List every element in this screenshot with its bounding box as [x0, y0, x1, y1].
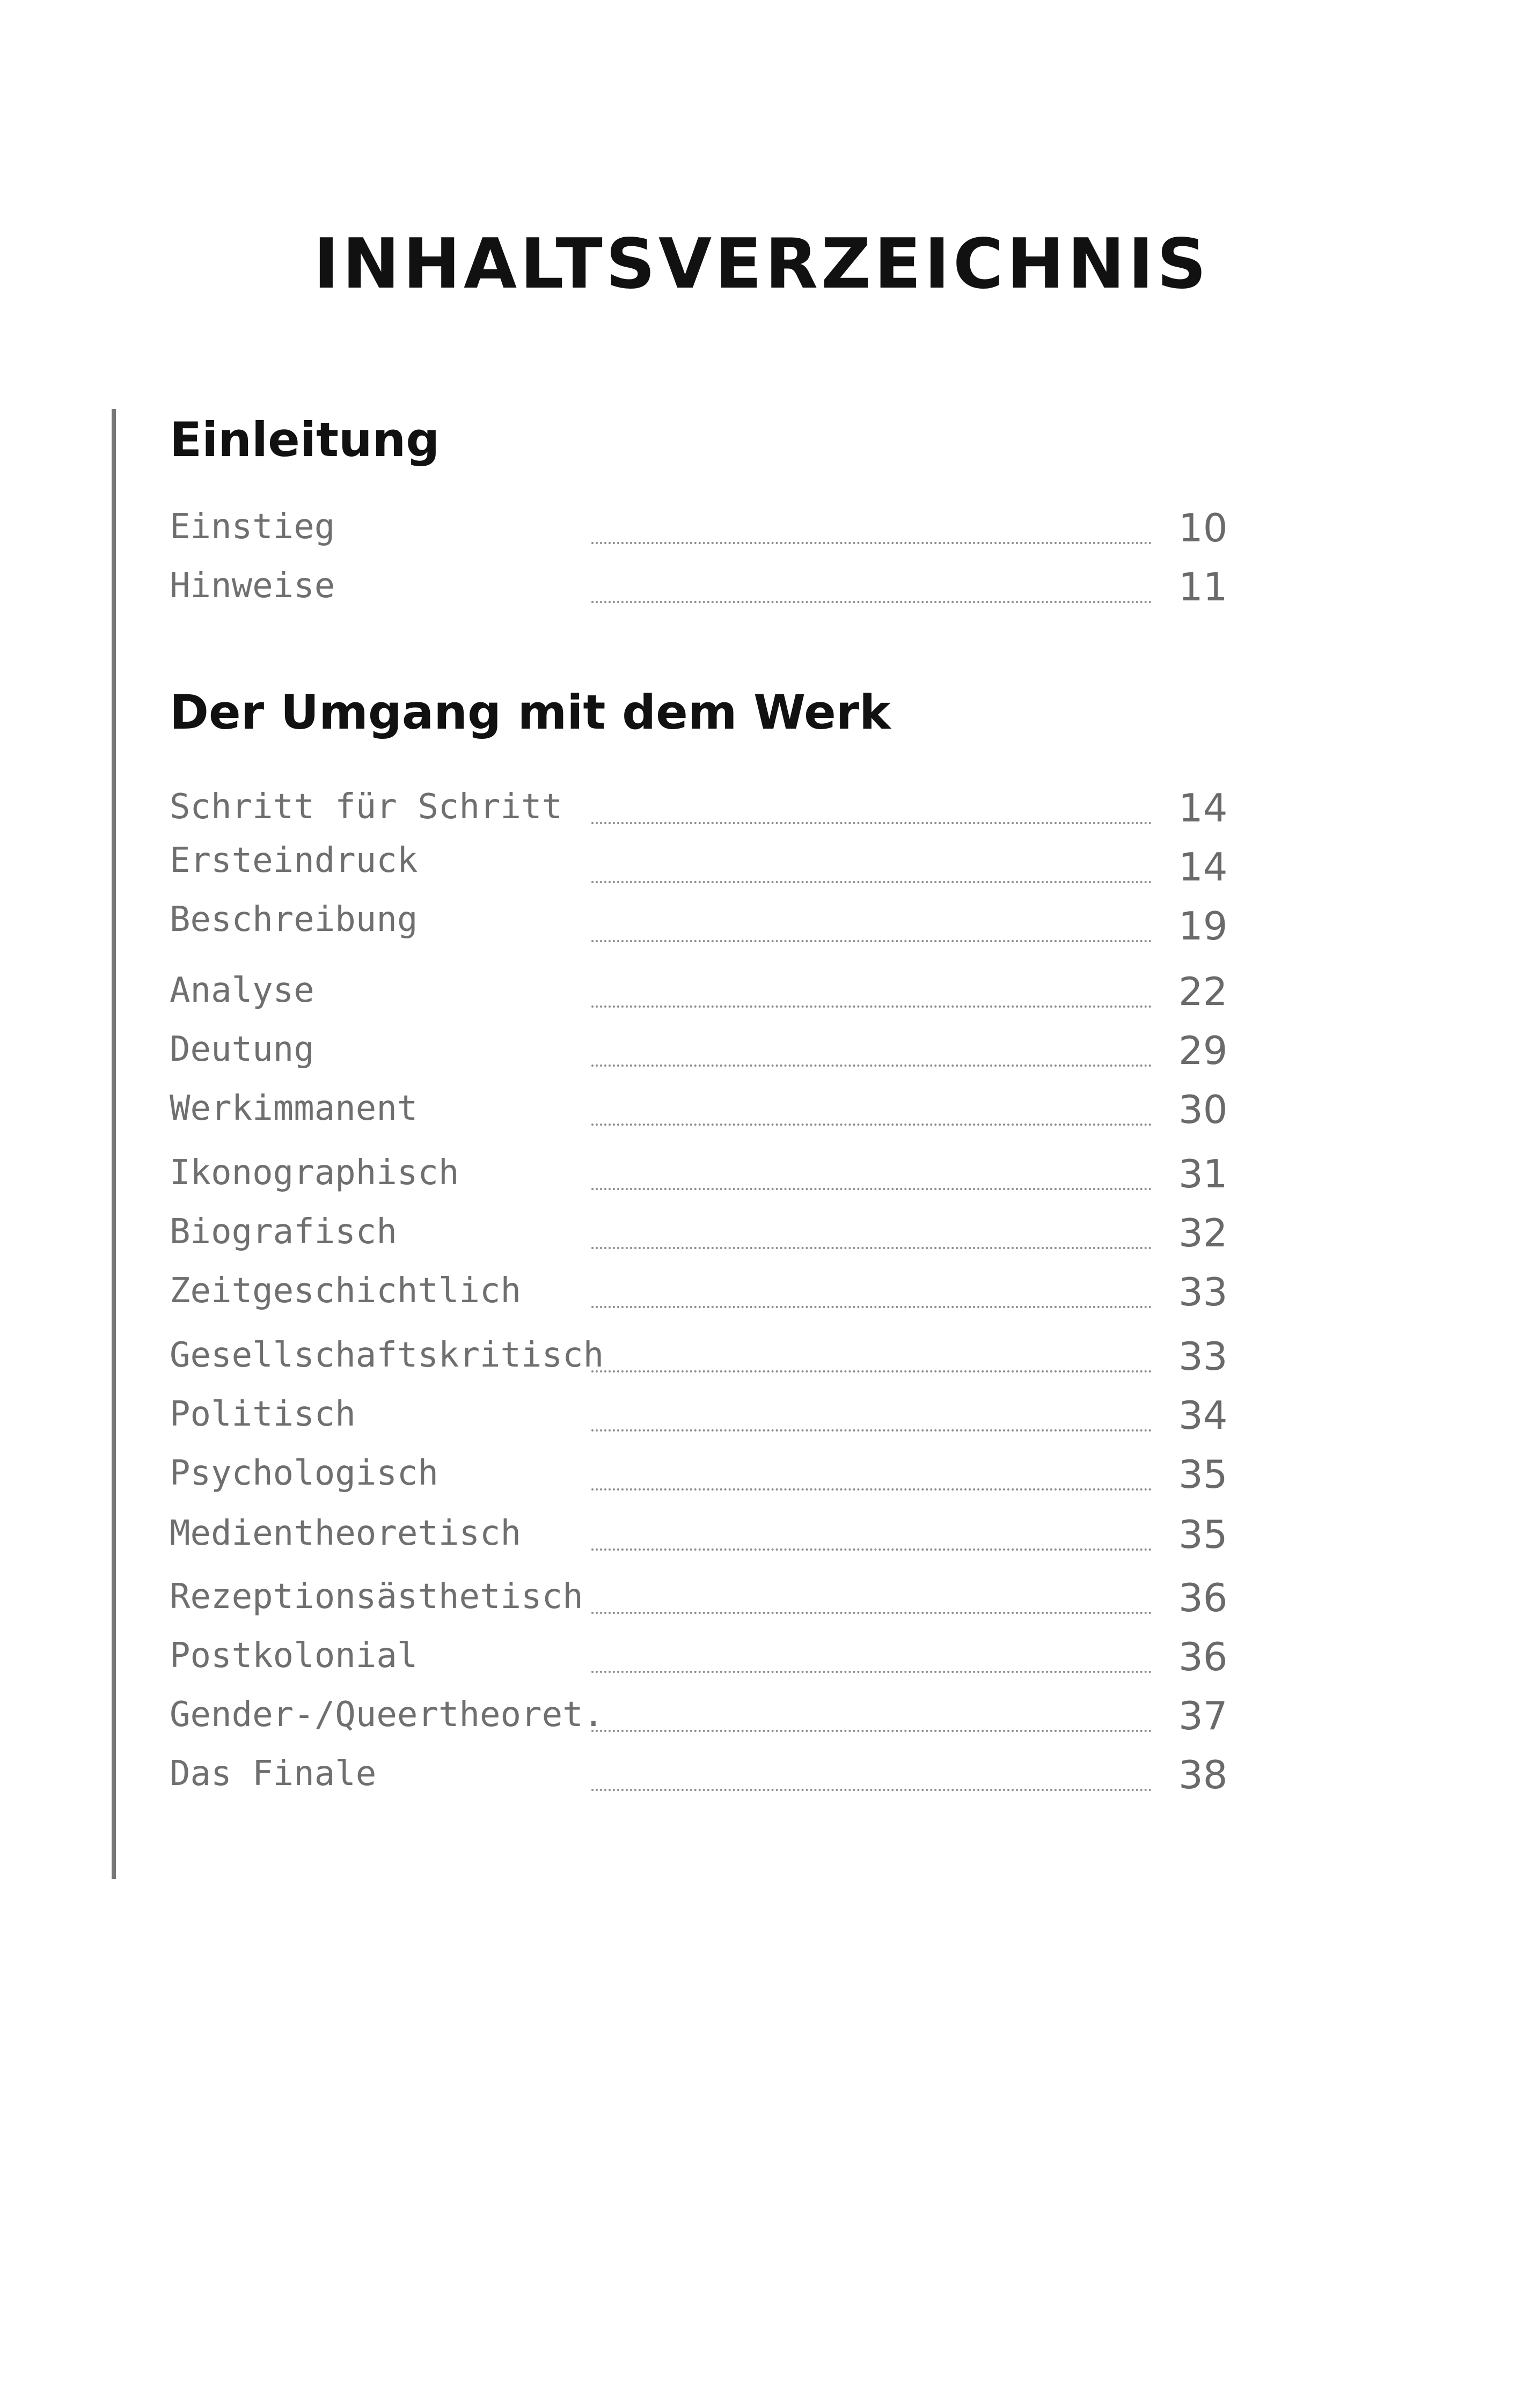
- toc-entry-label: Das Finale: [170, 1754, 377, 1794]
- toc-entry[interactable]: [170, 1575, 1254, 1634]
- toc-entry-label: Zeitgeschichtlich: [170, 1271, 522, 1311]
- dot-leader: [591, 1064, 1152, 1067]
- toc-entry-label: Analyse: [170, 971, 314, 1010]
- toc-entry-page-number: 22: [1178, 969, 1228, 1014]
- dot-leader: [591, 1548, 1152, 1551]
- toc-entry-page-number: 14: [1178, 785, 1228, 831]
- toc-entry-page-number: 37: [1178, 1693, 1228, 1738]
- toc-entry-page-number: 30: [1178, 1087, 1228, 1132]
- dot-leader: [591, 1730, 1152, 1732]
- toc-entry[interactable]: [170, 1151, 1254, 1210]
- dot-leader: [591, 1124, 1152, 1126]
- toc-entry[interactable]: [170, 969, 1254, 1028]
- toc-entry[interactable]: [170, 1210, 1254, 1269]
- toc-entry-label: Psychologisch: [170, 1453, 438, 1493]
- toc-entry-label: Einstieg: [170, 507, 335, 547]
- toc-entry-page-number: 32: [1178, 1210, 1228, 1256]
- dot-leader: [591, 1306, 1152, 1308]
- toc-entry-page-number: 33: [1178, 1269, 1228, 1315]
- toc-entry-page-number: 36: [1178, 1575, 1228, 1620]
- toc-entry-page-number: 11: [1178, 564, 1228, 610]
- dot-leader: [591, 940, 1152, 942]
- toc-entry-page-number: 19: [1178, 904, 1228, 949]
- toc-entry-label: Gender-/Queertheoret.: [170, 1695, 604, 1735]
- dot-leader: [591, 601, 1152, 603]
- dot-leader: [591, 1005, 1152, 1008]
- toc-entry-label: Beschreibung: [170, 900, 418, 939]
- toc-entry-label: Politisch: [170, 1394, 356, 1434]
- toc-entry-page-number: 14: [1178, 845, 1228, 890]
- section-heading-umgang-mit-dem-werk: Der Umgang mit dem Werk: [170, 685, 891, 740]
- dot-leader: [591, 1370, 1152, 1372]
- section-heading-einleitung: Einleitung: [170, 412, 440, 467]
- toc-entry-page-number: 29: [1178, 1028, 1228, 1073]
- toc-entry-label: Hinweise: [170, 566, 335, 606]
- dot-leader: [591, 1671, 1152, 1673]
- toc-entry[interactable]: [170, 1028, 1254, 1087]
- dot-leader: [591, 822, 1152, 824]
- toc-entry-label: Medientheoretisch: [170, 1514, 522, 1553]
- toc-entry[interactable]: [170, 1269, 1254, 1328]
- page-title: INHALTSVERZEICHNIS: [313, 224, 1210, 304]
- toc-entry[interactable]: [170, 1334, 1254, 1393]
- toc-entry[interactable]: [170, 1752, 1254, 1811]
- toc-entry-label: Werkimmanent: [170, 1089, 418, 1128]
- dot-leader: [591, 1429, 1152, 1431]
- toc-entry-label: Gesellschaftskritisch: [170, 1335, 604, 1375]
- toc-entry-page-number: 35: [1178, 1512, 1228, 1557]
- toc-entry-label: Postkolonial: [170, 1636, 418, 1676]
- toc-entry-page-number: 38: [1178, 1752, 1228, 1797]
- dot-leader: [591, 1188, 1152, 1190]
- toc-entry-label: Schritt für Schritt: [170, 787, 563, 827]
- toc-entry-page-number: 33: [1178, 1334, 1228, 1379]
- toc-entry[interactable]: [170, 785, 1254, 845]
- toc-entry-page-number: 35: [1178, 1452, 1228, 1497]
- toc-entry[interactable]: [170, 900, 1254, 963]
- toc-entry[interactable]: [170, 1393, 1254, 1452]
- toc-entry-label: Ersteindruck: [170, 841, 418, 880]
- toc-entry[interactable]: [170, 564, 1254, 623]
- toc-entry-page-number: 10: [1178, 505, 1228, 550]
- toc-entry[interactable]: [170, 1512, 1254, 1571]
- dot-leader: [591, 1612, 1152, 1614]
- toc-entry-label: Ikonographisch: [170, 1153, 459, 1193]
- dot-leader: [591, 881, 1152, 883]
- toc-entry-label: Deutung: [170, 1030, 314, 1069]
- toc-entry[interactable]: [170, 841, 1254, 904]
- toc-entry-label: Biografisch: [170, 1212, 397, 1252]
- dot-leader: [591, 542, 1152, 544]
- toc-entry[interactable]: [170, 1634, 1254, 1693]
- toc-entry-page-number: 36: [1178, 1634, 1228, 1679]
- toc-entry-label: Rezeptionsästhetisch: [170, 1577, 583, 1617]
- toc-entry-page-number: 31: [1178, 1151, 1228, 1196]
- toc-entry[interactable]: [170, 1087, 1254, 1146]
- dot-leader: [591, 1789, 1152, 1791]
- toc-entry[interactable]: [170, 1452, 1254, 1511]
- left-vertical-rule: [112, 409, 116, 1879]
- dot-leader: [591, 1488, 1152, 1491]
- toc-entry-page-number: 34: [1178, 1393, 1228, 1438]
- toc-entry[interactable]: [170, 505, 1254, 564]
- toc-entry[interactable]: [170, 1693, 1254, 1752]
- dot-leader: [591, 1247, 1152, 1249]
